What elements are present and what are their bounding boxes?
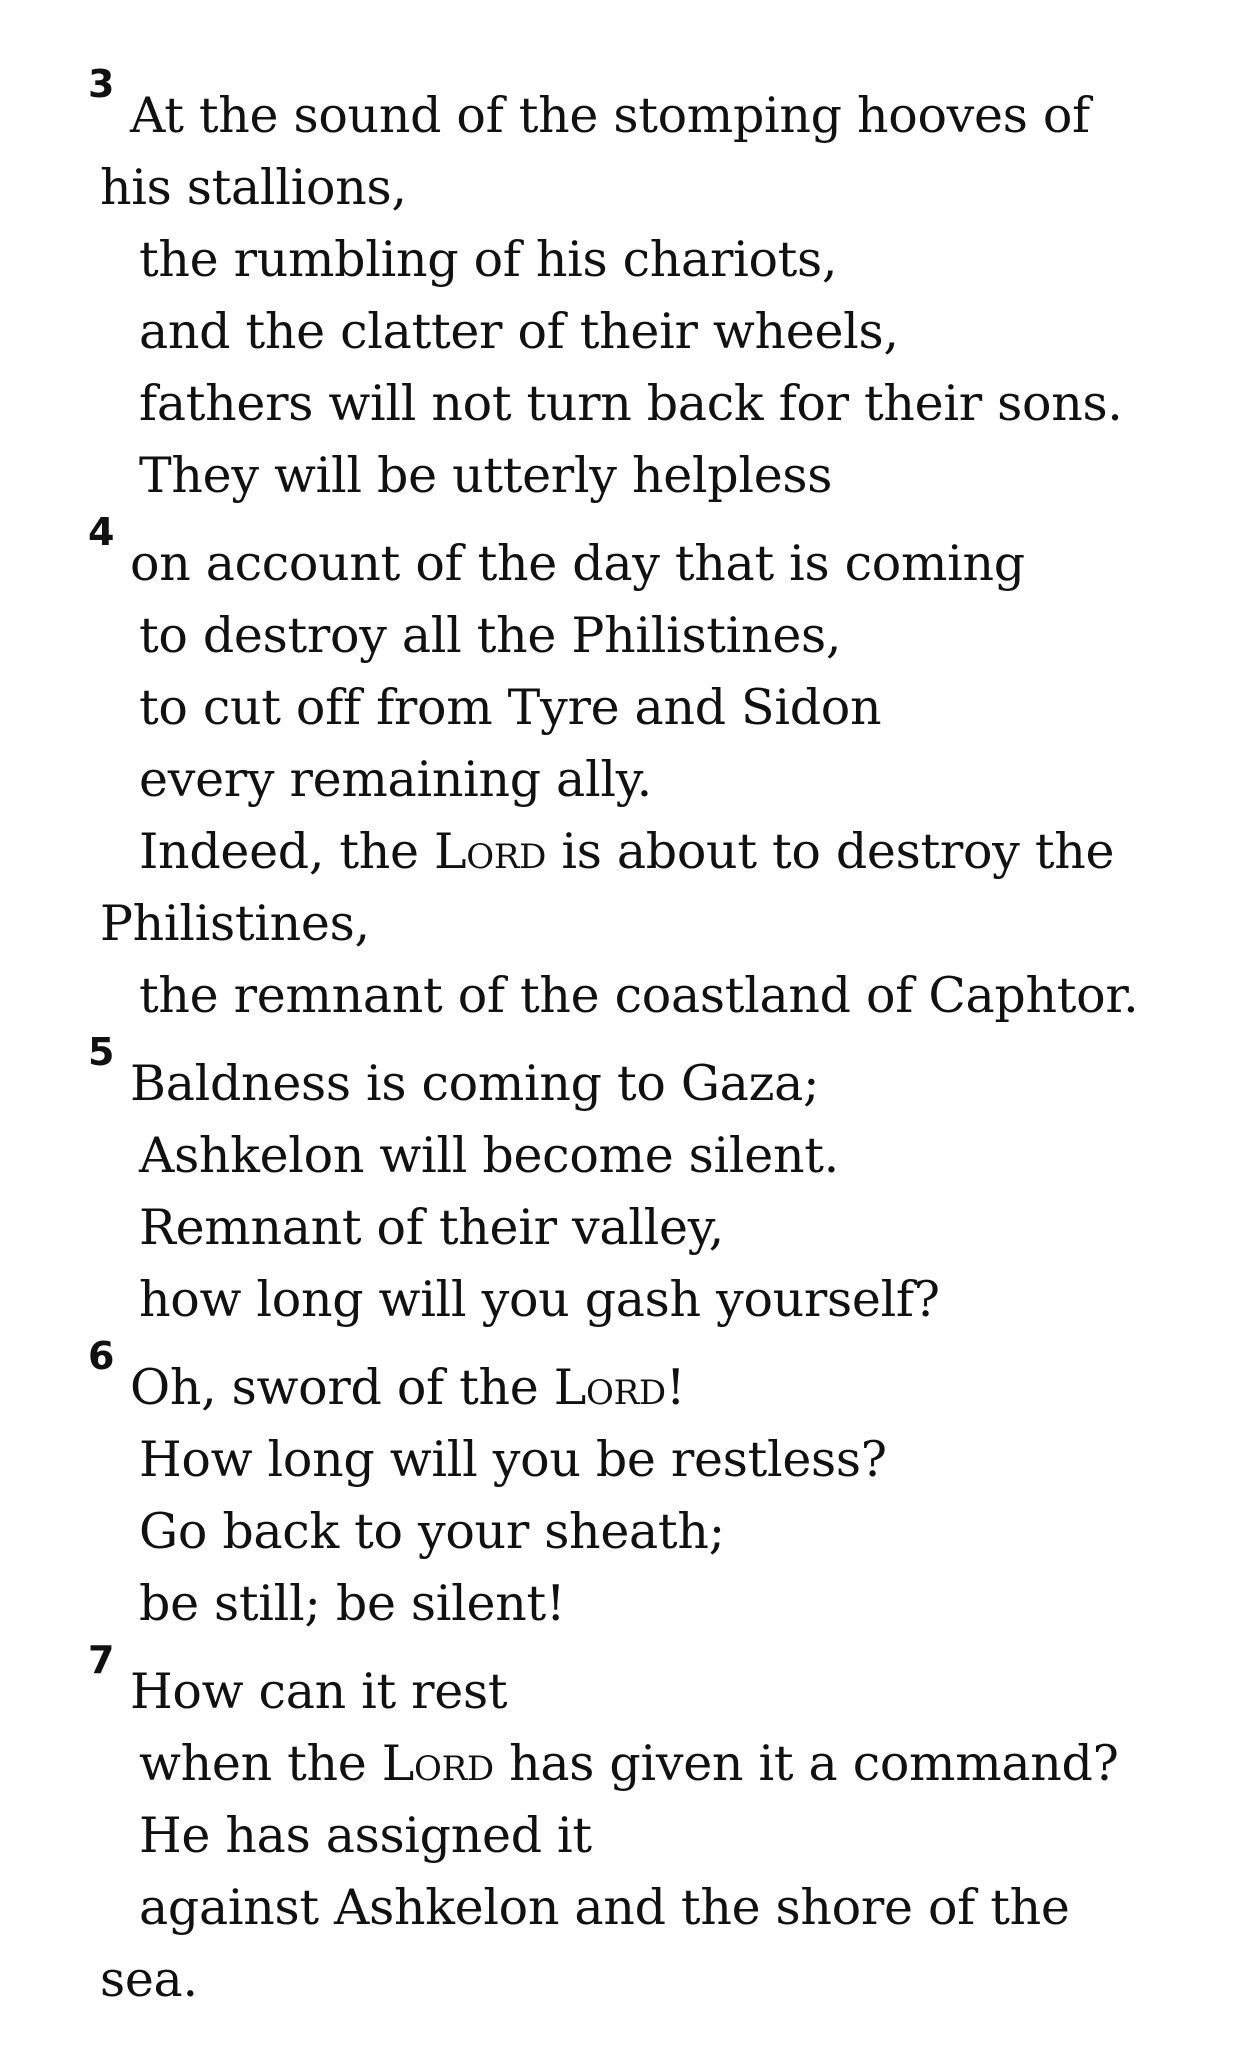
verse-number: 3: [88, 62, 115, 106]
verse-line: [130, 1352, 1230, 1424]
verse-line: How long will you be restless?: [139, 1431, 887, 1488]
verse-line: to cut off from Tyre and Sidon: [139, 679, 882, 736]
verse-line: and the clatter of their wheels,: [139, 303, 899, 360]
verse-line: against Ashkelon and the shore of the: [139, 1879, 1070, 1936]
divine-name: Lord: [381, 1735, 494, 1792]
verse-line: Ashkelon will become silent.: [139, 1127, 839, 1184]
verse-text: !: [665, 1359, 686, 1416]
verse-line: on account of the day that is coming: [130, 535, 1025, 592]
verse-line: the rumbling of his chariots,: [139, 231, 838, 288]
divine-name: Lord: [434, 823, 547, 880]
divine-name: Lord: [553, 1359, 666, 1416]
verse-line: Baldness is coming to Gaza;: [130, 1055, 820, 1112]
verse-line: to destroy all the Philistines,: [139, 607, 842, 664]
verse-number: 4: [88, 510, 115, 554]
verse-line: He has assigned it: [139, 1807, 592, 1864]
verse-line: his stallions,: [100, 159, 407, 216]
verse-line: How can it rest: [130, 1663, 508, 1720]
verse-line: [139, 1728, 1239, 1800]
verse-line: At the sound of the stomping hooves of: [130, 87, 1090, 144]
verse-text: has given it a command?: [493, 1735, 1119, 1792]
verse-line: the remnant of the coastland of Caphtor.: [139, 967, 1139, 1024]
verse-number: 7: [88, 1638, 115, 1682]
verse-line: Remnant of their valley,: [139, 1199, 724, 1256]
verse-number: 5: [88, 1030, 115, 1074]
verse-text: is about to destroy the: [546, 823, 1115, 880]
verse-line: how long will you gash yourself?: [139, 1271, 940, 1328]
verse-line: They will be utterly helpless: [139, 447, 833, 504]
verse-line: Go back to your sheath;: [139, 1503, 725, 1560]
verse-line: [139, 816, 1239, 888]
verse-line: fathers will not turn back for their sons.: [139, 375, 1123, 432]
verse-line: every remaining ally.: [139, 751, 652, 808]
verse-number: 6: [88, 1334, 115, 1378]
verse-line: sea.: [100, 1951, 198, 2008]
verse-text: Indeed, the: [139, 823, 435, 880]
verse-text: Oh, sword of the: [130, 1359, 554, 1416]
verse-line: Philistines,: [100, 895, 370, 952]
verse-text: when the: [139, 1735, 382, 1792]
verse-line: be still; be silent!: [139, 1575, 566, 1632]
